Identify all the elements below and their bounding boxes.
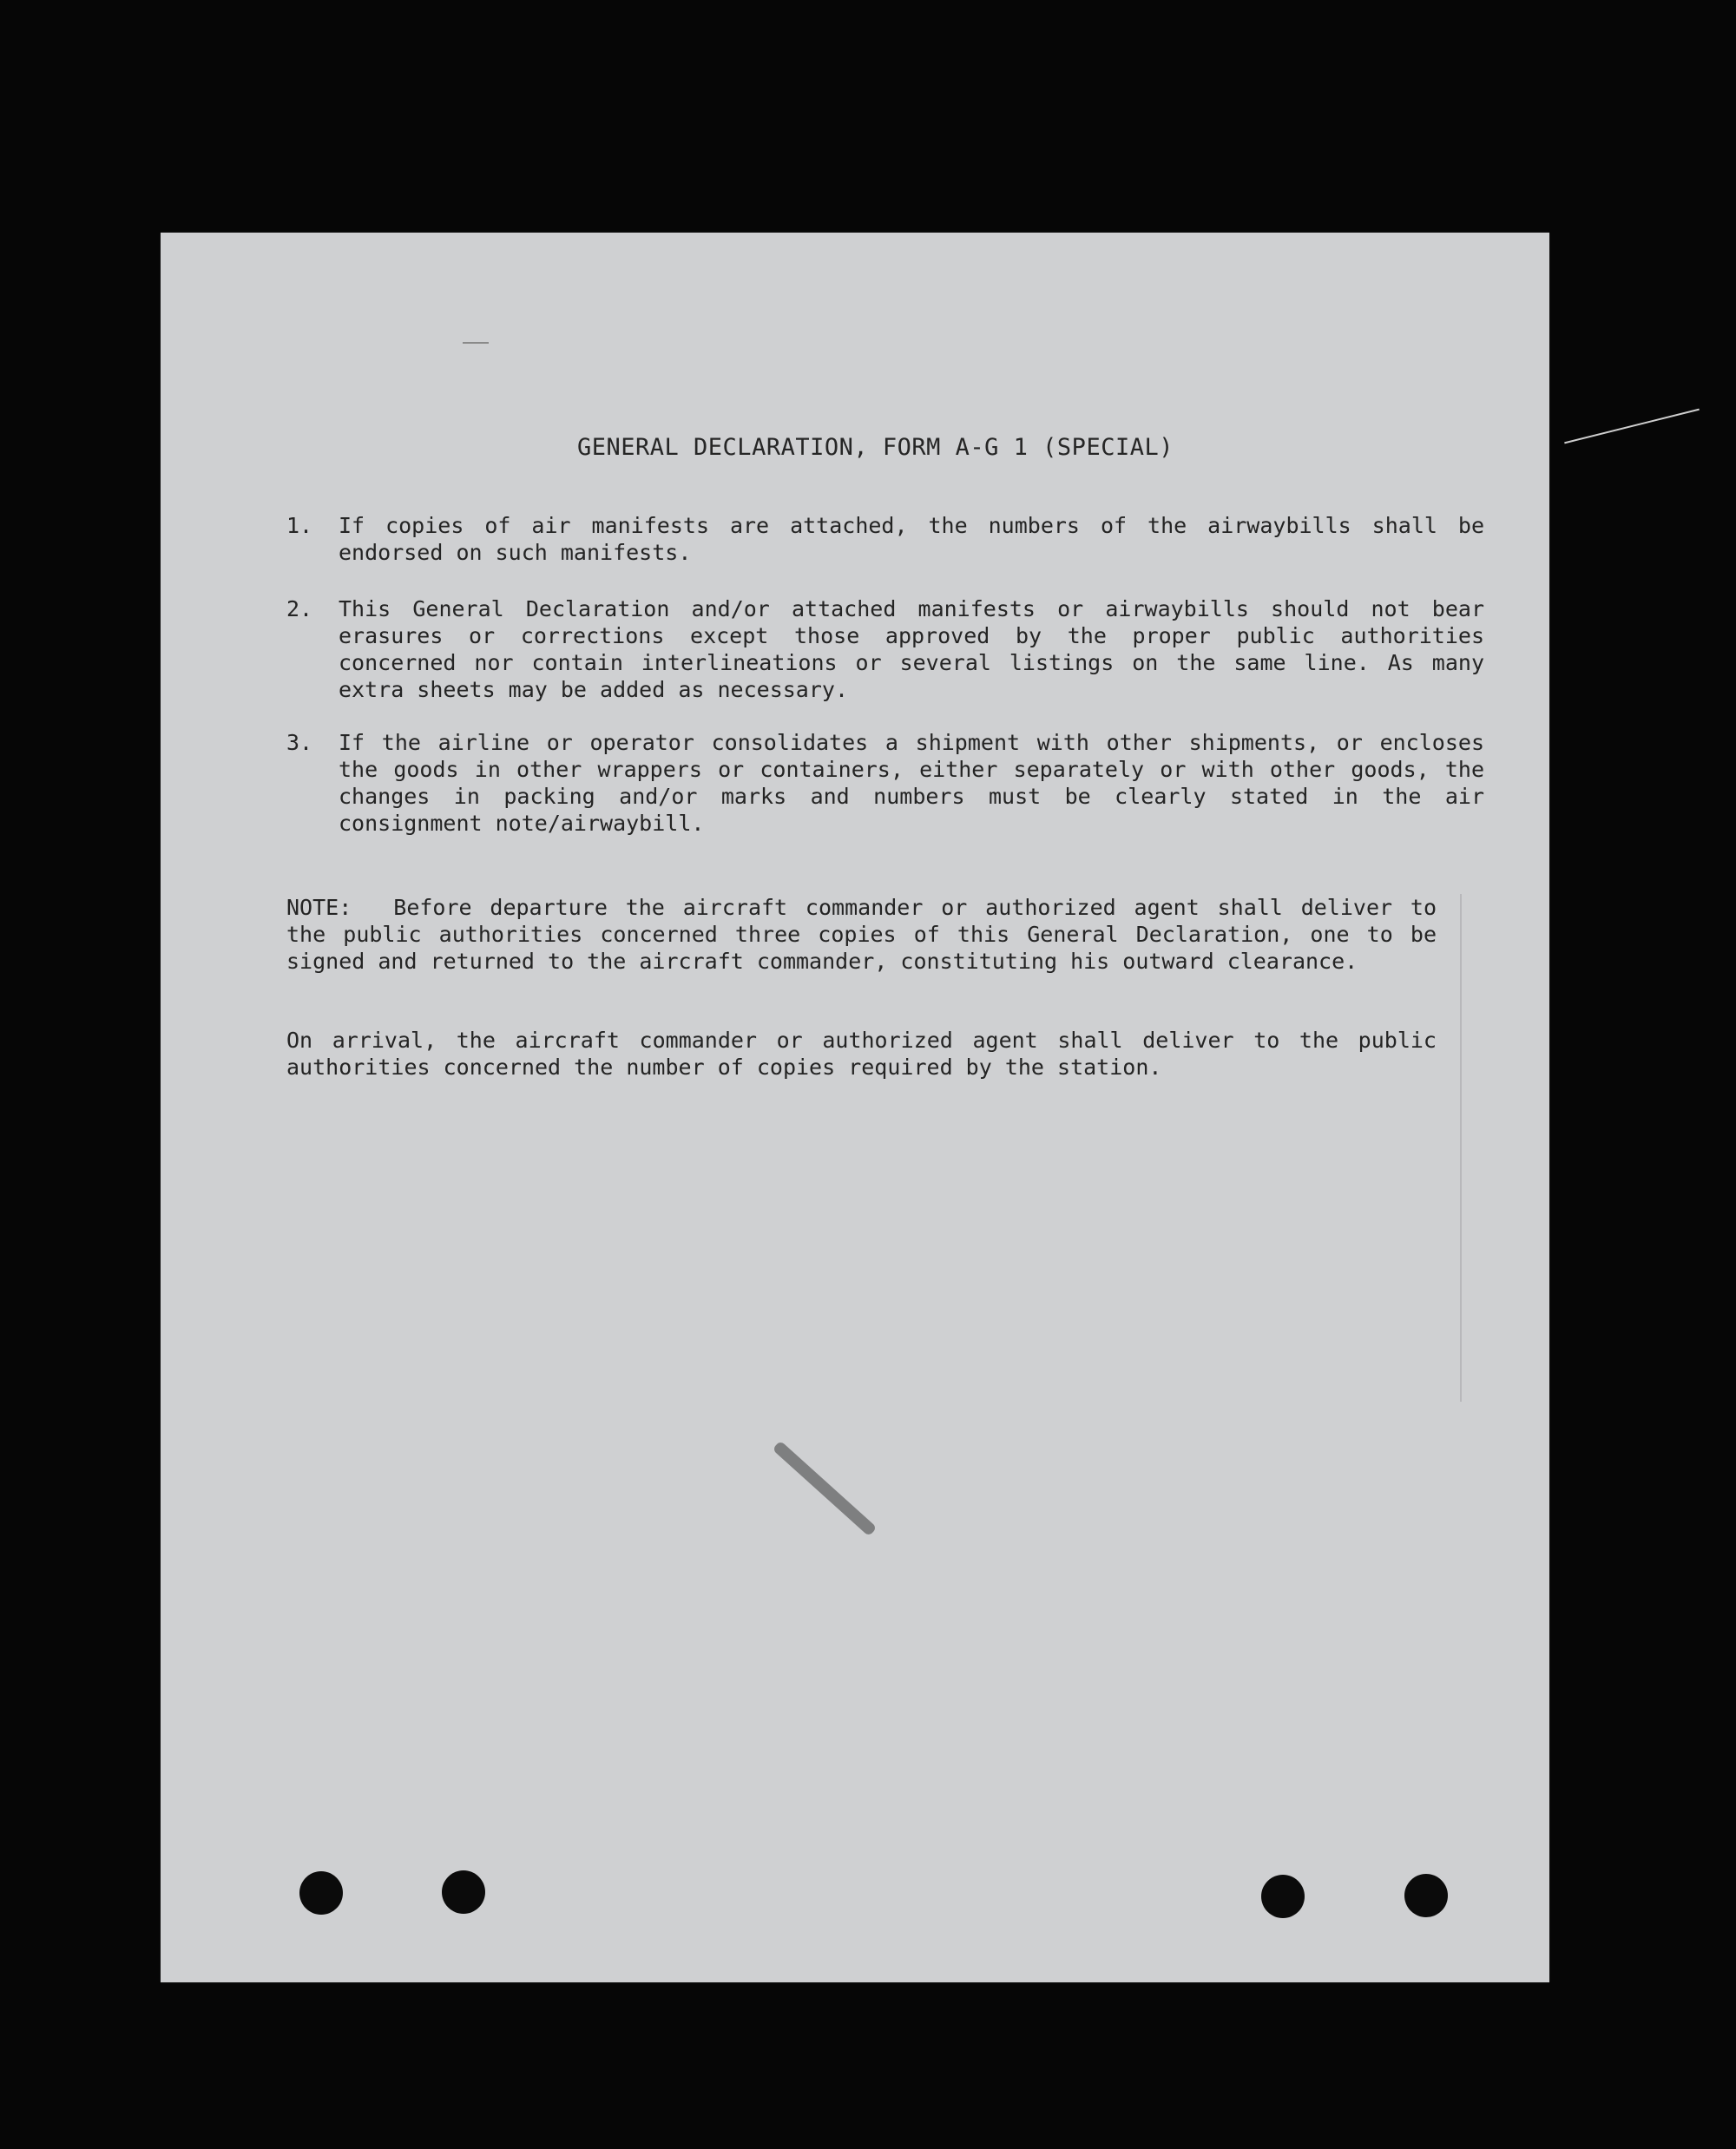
- note-label: NOTE:: [286, 895, 352, 920]
- document-title: GENERAL DECLARATION, FORM A-G 1 (SPECIAL): [577, 434, 1174, 461]
- paper-page: [161, 233, 1549, 1982]
- ink-smudge: [773, 1441, 878, 1537]
- instruction-item-3: [286, 729, 1484, 837]
- instruction-item-1: [286, 512, 1484, 566]
- note-paragraph: [286, 894, 1437, 975]
- arrival-paragraph: [286, 1027, 1437, 1081]
- bleed-through-line: [1460, 894, 1462, 1402]
- item-number: 2.: [286, 596, 313, 621]
- punch-hole: [442, 1870, 485, 1914]
- note-text: Before departure the aircraft commander or authorized agent shall deliver to the public authorities concerned three copies of this General Declaration, one to be signed and returned to the aircraft commander, constituting his outward clearance.: [286, 895, 1437, 974]
- item-text: If copies of air manifests are attached, the numbers of the airwaybills shall be endorsed on such manifests.: [339, 513, 1484, 565]
- punch-hole: [1404, 1874, 1448, 1917]
- item-text: If the airline or operator consolidates a shipment with other shipments, or encloses the goods in other wrappers or containers, either separately or with other goods, the changes in packing and/or marks and numbers must be clearly stated in the air consignment note/airwaybill.: [339, 730, 1484, 836]
- arrival-text: On arrival, the aircraft commander or authorized agent shall deliver to the public authorities concerned the number of copies required by the station.: [286, 1028, 1437, 1080]
- punch-hole: [1261, 1875, 1305, 1918]
- punch-hole: [299, 1871, 343, 1915]
- instruction-item-2: [286, 595, 1484, 703]
- scan-scratch: [1564, 409, 1700, 444]
- item-text: This General Declaration and/or attached manifests or airwaybills should not bear erasures or corrections except those approved by the proper public authorities concerned nor contain interlineations or several listings on the same line. As many extra sheets may be added as necessary.: [339, 596, 1484, 702]
- item-number: 1.: [286, 513, 313, 538]
- stray-mark: [463, 342, 489, 344]
- item-number: 3.: [286, 730, 313, 755]
